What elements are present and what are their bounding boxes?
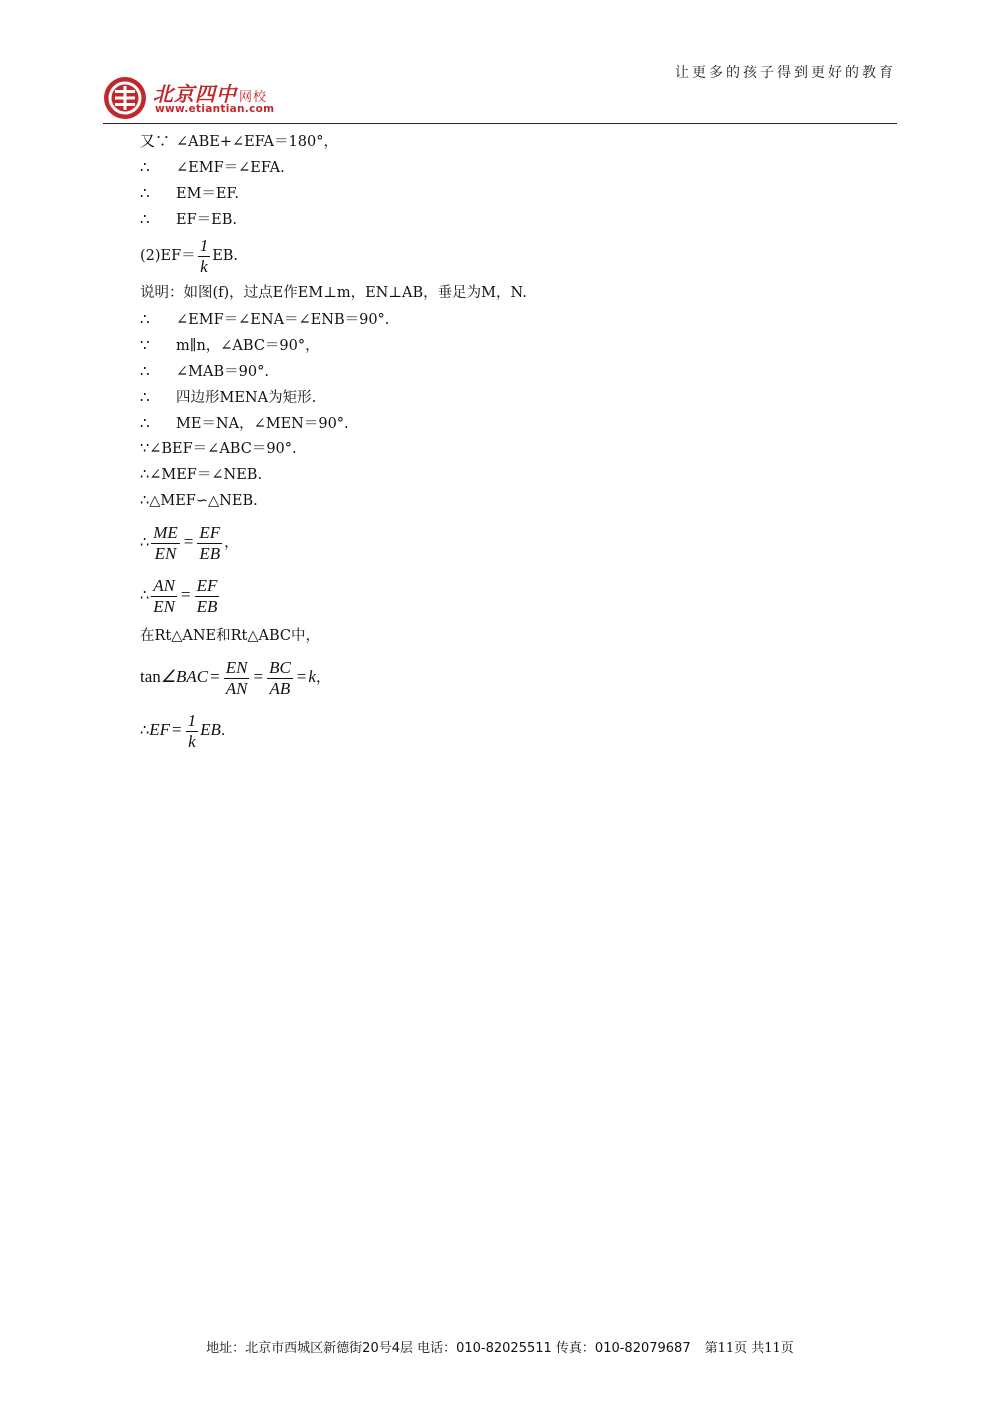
line-text: 四边形MENA为矩形.: [176, 390, 317, 406]
fraction-numerator: 1: [199, 235, 209, 255]
line-text: EM＝EF.: [176, 186, 239, 202]
therefore-symbol: ∴: [140, 388, 150, 406]
line-text: ∠ABE+∠EFA＝180°，: [176, 134, 338, 150]
fraction-denominator: EN: [153, 596, 175, 616]
variable-k: k: [308, 667, 316, 686]
line-8: [140, 332, 860, 358]
because-symbol: 又∵: [140, 132, 171, 150]
angle-bac: ∠BAC: [160, 667, 209, 686]
equals-sign: =: [253, 667, 264, 686]
fraction-numerator: 1: [187, 710, 197, 730]
line-12: [140, 436, 860, 462]
tan-function: tan: [140, 667, 161, 686]
fraction: [151, 576, 177, 617]
line-6: [140, 280, 860, 306]
equals-sign: =: [180, 585, 191, 604]
therefore-symbol: ∴: [140, 158, 150, 176]
line-text: ME＝NA，∠MEN＝90°.: [176, 416, 349, 432]
fraction-denominator: EB: [196, 596, 218, 616]
conclusion-rhs: EB: [200, 720, 221, 739]
solution-body: [140, 128, 860, 758]
line-2: [140, 154, 860, 180]
line-5-answer: [140, 234, 860, 278]
punctuation: ，: [224, 535, 239, 551]
footer-contact: 地址：北京市西城区新德街20号4层 电话：010-82025511 传真：010-82079687: [206, 1341, 691, 1356]
fraction: [224, 658, 250, 699]
therefore-symbol: ∴: [140, 310, 150, 328]
school-logo: [103, 76, 403, 122]
punctuation: .: [220, 723, 226, 739]
header-slogan: 让更多的孩子得到更好的教育: [675, 65, 896, 81]
line-text: m∥n，∠ABC＝90°，: [176, 338, 320, 354]
fraction-numerator: ME: [153, 522, 178, 542]
line-13: [140, 462, 860, 488]
line-11: [140, 410, 860, 436]
line-text: EF＝EB.: [176, 212, 237, 228]
fraction: [198, 236, 211, 277]
because-symbol: ∵: [140, 336, 150, 354]
fraction-numerator: EF: [196, 575, 218, 595]
line-text: ∠EMF＝∠EFA.: [176, 160, 285, 176]
school-emblem-icon: [103, 76, 147, 120]
fraction-denominator: AB: [269, 678, 291, 698]
fraction-denominator: EB: [199, 543, 221, 563]
line-text: ∠MAB＝90°.: [176, 364, 269, 380]
line-14: [140, 488, 860, 514]
therefore-symbol: ∴: [140, 588, 150, 604]
line-text: ∴∠MEF＝∠NEB.: [140, 467, 263, 483]
conclusion-lhs: EF: [149, 720, 171, 739]
logo-name-text: 北京四中: [153, 82, 237, 106]
fraction: [197, 523, 222, 564]
fraction-numerator: AN: [153, 575, 175, 595]
line-15-ratio: [140, 517, 860, 567]
line-19-conclusion: [140, 705, 860, 755]
line-text: ∴△MEF∽△NEB.: [140, 493, 258, 509]
answer-suffix: EB.: [212, 248, 239, 264]
therefore-symbol: ∴: [140, 362, 150, 380]
equals-sign: =: [183, 532, 194, 551]
equals-sign: =: [210, 667, 220, 686]
fraction-numerator: EN: [225, 657, 248, 677]
logo-sub-text: 网校: [239, 90, 268, 105]
fraction-denominator: k: [188, 731, 196, 751]
line-4: [140, 206, 860, 232]
line-text: 说明：如图(f)，过点E作EM⊥m，EN⊥AB，垂足为M，N.: [140, 285, 527, 301]
line-17: [140, 623, 860, 649]
line-10: [140, 384, 860, 410]
equals-sign: =: [296, 667, 307, 686]
header-divider: [103, 123, 897, 124]
fraction: [195, 576, 220, 617]
fraction-numerator: EF: [199, 522, 221, 542]
fraction: [267, 658, 293, 699]
line-text: ∵∠BEF＝∠ABC＝90°.: [140, 441, 297, 457]
fraction-numerator: BC: [269, 657, 291, 677]
line-18-tan: [140, 652, 860, 702]
therefore-symbol: ∴: [140, 535, 150, 551]
line-3: [140, 180, 860, 206]
therefore-symbol: ∴: [140, 414, 150, 432]
therefore-symbol: ∴: [140, 210, 150, 228]
line-16-ratio: [140, 570, 860, 620]
line-1: [140, 128, 860, 154]
punctuation: ，: [315, 670, 331, 686]
page-footer: [0, 1337, 1000, 1356]
page-number: 第11页 共11页: [704, 1341, 794, 1356]
line-text: ∠EMF＝∠ENA＝∠ENB＝90°.: [176, 312, 390, 328]
fraction: [186, 711, 199, 752]
line-7: [140, 306, 860, 332]
line-text: 在Rt△ANE和Rt△ABC中，: [140, 628, 321, 644]
answer-prefix: (2)EF＝: [140, 248, 196, 264]
therefore-symbol: ∴: [140, 184, 150, 202]
logo-url: www.etiantian.com: [155, 103, 275, 115]
equals-sign: =: [172, 720, 182, 739]
therefore-symbol: ∴: [140, 723, 150, 739]
fraction-denominator: AN: [225, 678, 248, 698]
fraction-denominator: EN: [154, 543, 177, 563]
fraction: [151, 523, 180, 564]
line-9: [140, 358, 860, 384]
fraction-denominator: k: [200, 256, 208, 276]
